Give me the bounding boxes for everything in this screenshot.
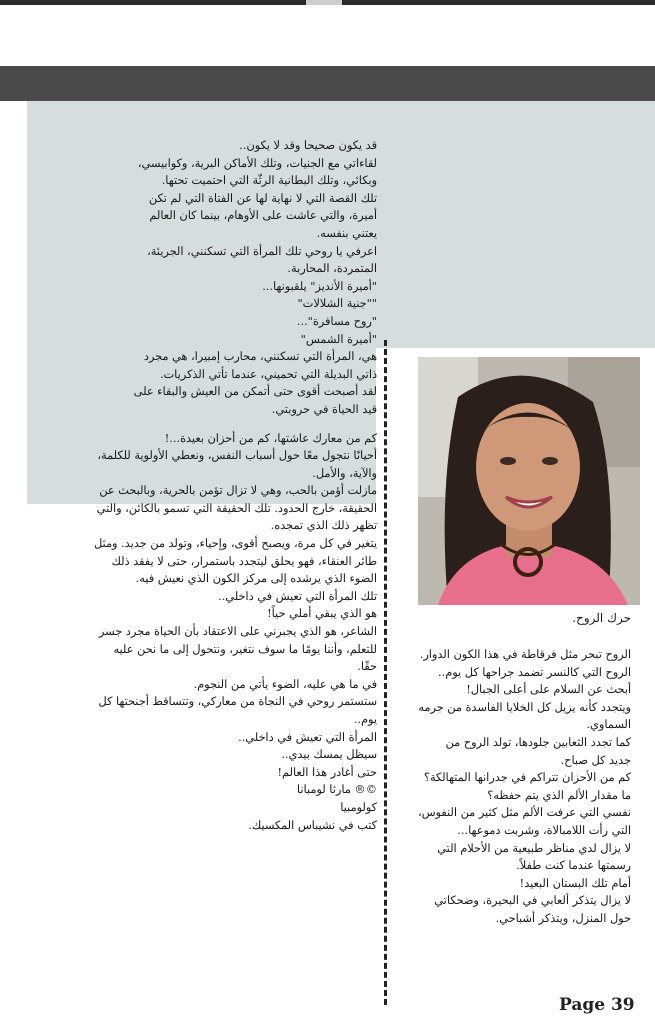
- text-line: يعتني بنفسه.: [316, 226, 377, 240]
- text-line: طائر العنقاء، فهو يحلق ليتجدد باستمرار، حتى لا يفقد ذلك: [111, 554, 377, 568]
- text-line: ""جنية الشلالات": [297, 297, 377, 311]
- text-line: حول المنزل، ويتذكر أشباحي.: [495, 911, 631, 925]
- poem-right-column: [391, 646, 631, 928]
- text-line: أمام تلك البستان البعيد!: [519, 876, 631, 890]
- text-line: لقد أصبحت أقوى حتى أتمكن من العيش والبقاء على: [133, 385, 377, 399]
- written-location: كتب في نشيباس المكسيك.: [248, 818, 377, 832]
- text-line: السماوي.: [586, 718, 631, 732]
- text-line: ما مقدار الألم الذي يتم حفظه؟: [487, 788, 631, 802]
- column-divider: [384, 340, 387, 1005]
- text-line: وبكائي، وتلك البطانية الرثّة التي احتميت تحتها.: [161, 174, 377, 188]
- text-line: نفسي التي عرفت الألم مثل كثير من النفوس،: [418, 806, 631, 820]
- text-line: رسمتها عندما كنت طفلاً.: [516, 859, 631, 873]
- text-line: أبحث عن السلام على أعلى الجبال!: [466, 683, 631, 697]
- text-line: التي رأت اللامبالاة، وشربت دموعها...: [457, 823, 631, 837]
- photo-caption: حرك الروح.: [572, 611, 631, 625]
- author-country: كولومبيا: [340, 800, 377, 814]
- text-line: قد يكون صحيحا وقد لا يكون..: [239, 139, 377, 152]
- text-line: الشاعر، هو الذي يجبرني على الاعتقاد بأن الحياة مجرد جسر: [98, 625, 377, 639]
- text-line: أحيانًا نتجول معًا حول أسباب النفس، ونعطي الأولوية للكلمة،: [97, 449, 377, 463]
- text-line: "أميرة الأنديز" يلقبونها...: [262, 279, 377, 293]
- text-line: تلك القصة التي لا نهاية لها عن الفتاة التي لم تكن: [148, 191, 377, 205]
- text-line: جديد كل صباح.: [560, 753, 631, 767]
- text-line: لقاءاتي مع الجنيات، وتلك الأماكن البرية، وكوابيسي،: [137, 156, 377, 170]
- text-line: اعرفي يا روحي تلك المرأة التي تسكنني، الجريئة،: [147, 244, 377, 258]
- text-line: "أميرة الشمس": [300, 332, 377, 346]
- text-line: الحقيقة، خارج الحدود. تلك الحقيقة التي تسمو بالكائن، والتي: [96, 501, 377, 515]
- text-line: أميرة، والتي عاشت على الأوهام، بينما كان العالم: [149, 209, 377, 223]
- text-line: الروح تبحر مثل فرقاطة في هذا الكون الدوار.: [419, 648, 631, 661]
- text-line: مازلت أؤمن بالحب، وهي لا تزال تؤمن بالحرية، وبالبحث عن: [99, 484, 377, 498]
- text-line: يوم..: [353, 713, 377, 726]
- text-line: لا يزال يتذكر ألعابي في البحيرة، وضحكاتي: [434, 894, 631, 908]
- text-line: المرأة التي تعيش في داخلي..: [238, 730, 377, 744]
- text-line: كما تجدد الثعابين جلودها، تولد الروح من: [445, 735, 631, 749]
- text-line: ذاتي البديلة التي تحميني، عندما تأتي الذكريات.: [159, 367, 377, 381]
- text-line: سيظل يمسك بيدي..: [281, 748, 377, 762]
- text-line: ستستمر روحي في النجاة من معاركي، وتتساقط أجنحتها كل: [98, 695, 377, 709]
- text-line: الروح التي كالنسر تضمد جراحها كل يوم..: [438, 665, 631, 679]
- text-line: هي، المرأة التي تسكنني، محارب إمبيرا، هي مجرد: [143, 350, 377, 364]
- header-band: [0, 66, 655, 101]
- text-line: الضوء الذي يرشده إلى مركز الكون الذي نعيش فيه.: [135, 572, 377, 586]
- text-line: حقًا.: [357, 660, 377, 674]
- text-line: لا يزال لدي مناظر طبيعية من الأحلام التي: [437, 841, 631, 855]
- text-line: تلك المرأة التي تعيش في داخلي..: [218, 589, 377, 603]
- text-line: حتى أغادر هذا العالم!: [277, 765, 377, 779]
- text-line: في ما هي عليه، الضوء يأتي من النجوم.: [193, 677, 377, 691]
- text-line: للتعلم، وأننا يومًا ما سوف نتغير، ونتحول إلى ما نحن عليه: [113, 642, 377, 656]
- text-line: هو الذي يبقي أملي حياً!: [267, 607, 377, 621]
- text-line: المتمردة، المحاربة.: [287, 262, 377, 276]
- text-line: ويتجدد كأنه يزيل كل الخلايا الفاسدة من جرمه: [418, 700, 631, 714]
- poem-left-column: [27, 137, 377, 834]
- top-rule-tab: [306, 0, 342, 5]
- portrait-illustration: [418, 357, 640, 605]
- portrait-photo: [418, 357, 640, 605]
- text-line: كم من الأحزان تتراكم في جدرانها المتهالكة؟: [423, 771, 631, 785]
- text-line: يتغير في كل مرة، ويصبح أقوى، وإحياء، وتولد من جديد. ومثل: [93, 537, 377, 551]
- text-line: قيد الحياة في حروبتي.: [271, 402, 377, 416]
- text-line: كم من معارك عاشتها، كم من أحزان بعيدة...!: [164, 431, 377, 445]
- text-line: والآية، والأمل.: [312, 466, 377, 480]
- page-number: Page 39: [559, 995, 635, 1015]
- text-line: "روح مسافرة"...: [296, 314, 377, 328]
- text-line: تظهر ذلك الذي تمجده.: [270, 519, 377, 533]
- author-credit: ©® مارثا لومبانا: [296, 783, 377, 797]
